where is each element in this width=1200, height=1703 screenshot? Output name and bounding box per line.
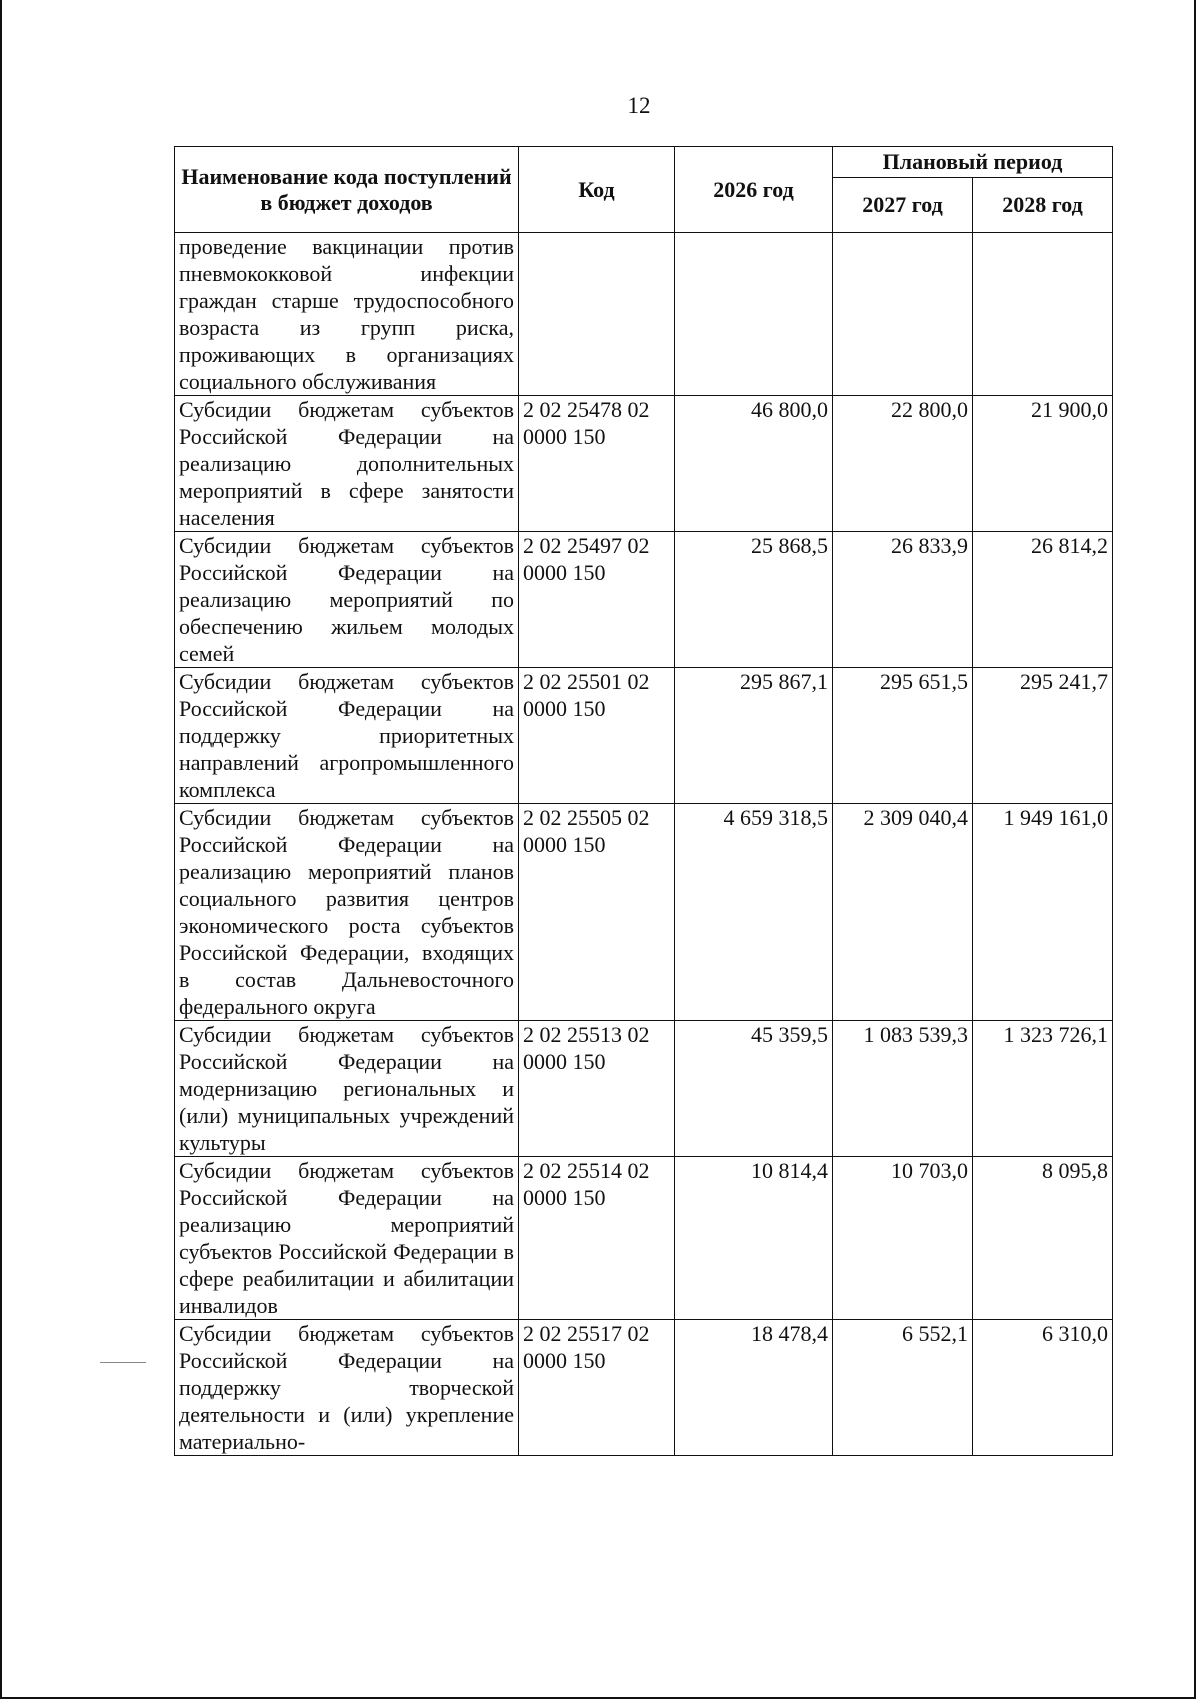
row-value-2028: 295 241,7 xyxy=(973,668,1113,804)
row-code: 2 02 25513 02 0000 150 xyxy=(519,1021,675,1157)
row-value-2026: 46 800,0 xyxy=(675,396,833,532)
row-code: 2 02 25501 02 0000 150 xyxy=(519,668,675,804)
row-value-2026: 45 359,5 xyxy=(675,1021,833,1157)
row-name: Субсидии бюджетам субъектов Российской Федерации на поддержку приоритетных направлений агропромышленного комплекса xyxy=(175,668,519,804)
row-name: Субсидии бюджетам субъектов Российской Федерации на модернизацию региональных и (или) муниципальных учреждений культуры xyxy=(175,1021,519,1157)
row-code: 2 02 25514 02 0000 150 xyxy=(519,1157,675,1320)
page-number: 12 xyxy=(627,93,651,118)
row-value-2026: 4 659 318,5 xyxy=(675,804,833,1021)
table-row xyxy=(175,804,1113,1021)
row-code: 2 02 25517 02 0000 150 xyxy=(519,1320,675,1456)
row-name: Субсидии бюджетам субъектов Российской Федерации на реализацию мероприятий субъектов Российской Федерации в сфере реабилитации и абилитации инвалидов xyxy=(175,1157,519,1320)
table-header xyxy=(175,147,1113,233)
table-row xyxy=(175,532,1113,668)
table-row xyxy=(175,1320,1113,1456)
row-value-2028 xyxy=(973,233,1113,396)
row-name: Субсидии бюджетам субъектов Российской Федерации на реализацию мероприятий по обеспечению жильем молодых семей xyxy=(175,532,519,668)
row-value-2026: 10 814,4 xyxy=(675,1157,833,1320)
row-code: 2 02 25505 02 0000 150 xyxy=(519,804,675,1021)
row-name: Субсидии бюджетам субъектов Российской Федерации на поддержку творческой деятельности и (или) укрепление материально- xyxy=(175,1320,519,1456)
row-value-2028: 26 814,2 xyxy=(973,532,1113,668)
row-name: Субсидии бюджетам субъектов Российской Федерации на реализацию мероприятий планов социального развития центров экономического роста субъектов Российской Федерации, входящих в состав Дальневосточного федерального округа xyxy=(175,804,519,1021)
table-row xyxy=(175,1157,1113,1320)
row-code: 2 02 25478 02 0000 150 xyxy=(519,396,675,532)
row-value-2027: 22 800,0 xyxy=(833,396,973,532)
row-value-2027: 1 083 539,3 xyxy=(833,1021,973,1157)
header-name: Наименование кода поступлений в бюджет доходов xyxy=(175,147,519,233)
row-code: 2 02 25497 02 0000 150 xyxy=(519,532,675,668)
row-value-2028: 21 900,0 xyxy=(973,396,1113,532)
row-value-2026 xyxy=(675,233,833,396)
row-value-2026: 295 867,1 xyxy=(675,668,833,804)
table-body xyxy=(175,233,1113,1456)
row-value-2028: 6 310,0 xyxy=(973,1320,1113,1456)
row-value-2027 xyxy=(833,233,973,396)
row-name: Субсидии бюджетам субъектов Российской Федерации на реализацию дополнительных мероприятий в сфере занятости населения xyxy=(175,396,519,532)
scan-artifact-line xyxy=(100,1362,146,1363)
table-row xyxy=(175,396,1113,532)
table-row xyxy=(175,668,1113,804)
row-value-2027: 2 309 040,4 xyxy=(833,804,973,1021)
row-value-2027: 10 703,0 xyxy=(833,1157,973,1320)
table-row xyxy=(175,1021,1113,1157)
revenue-table xyxy=(174,146,1113,1456)
row-value-2026: 25 868,5 xyxy=(675,532,833,668)
row-value-2028: 8 095,8 xyxy=(973,1157,1113,1320)
row-value-2027: 295 651,5 xyxy=(833,668,973,804)
row-value-2028: 1 949 161,0 xyxy=(973,804,1113,1021)
header-2028: 2028 год xyxy=(973,178,1113,233)
row-code xyxy=(519,233,675,396)
row-name: проведение вакцинации против пневмококковой инфекции граждан старше трудоспособного возраста из групп риска, проживающих в организациях социального обслуживания xyxy=(175,233,519,396)
header-2026: 2026 год xyxy=(675,147,833,233)
row-value-2027: 26 833,9 xyxy=(833,532,973,668)
header-2027: 2027 год xyxy=(833,178,973,233)
row-value-2028: 1 323 726,1 xyxy=(973,1021,1113,1157)
row-value-2027: 6 552,1 xyxy=(833,1320,973,1456)
table-row xyxy=(175,233,1113,396)
row-value-2026: 18 478,4 xyxy=(675,1320,833,1456)
header-planned-period: Плановый период xyxy=(833,147,1113,178)
header-code: Код xyxy=(519,147,675,233)
